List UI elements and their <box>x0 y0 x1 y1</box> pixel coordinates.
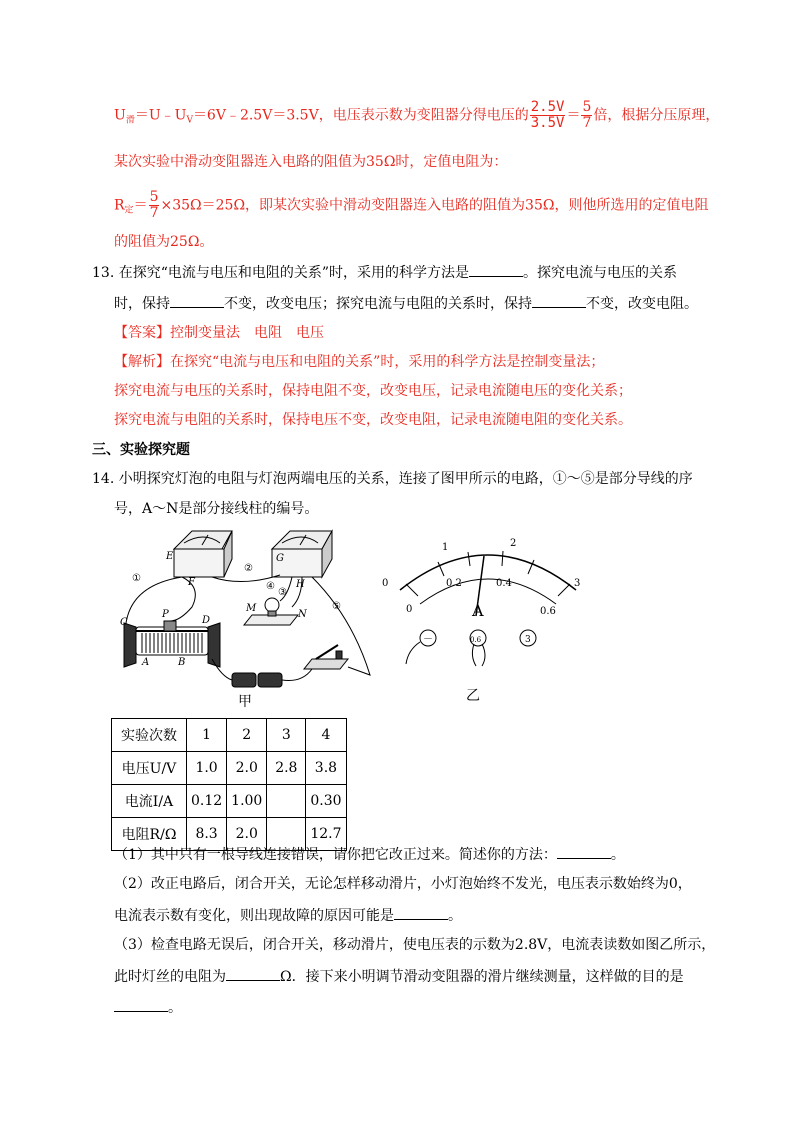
answer-13 <box>114 323 324 343</box>
analysis-text: 在探究“电流与电压和电阻的关系”时，采用的科学方法是控制变量法； <box>170 354 605 370</box>
text: 。探究电流与电压的关系 <box>523 265 678 281</box>
analysis-13-line-3: 探究电流与电阻的关系时，保持电压不变，改变电阻，记录电流随电阻的变化关系。 <box>114 412 632 428</box>
terminal-label-3: 3 <box>525 635 531 645</box>
table-row <box>112 719 347 752</box>
table-cell: 1.0 <box>187 752 227 785</box>
fraction-five-sevenths: $\frac{5}{7}$ <box>149 189 159 221</box>
text: ＝U﹣U <box>134 107 187 124</box>
switch-icon <box>304 645 348 669</box>
terminal-label-n: N <box>298 609 307 620</box>
figure-caption-jia: 甲 <box>238 694 252 710</box>
solution-line-2: 某次实验中滑动变阻器连入电路的阻值为35Ω时，定值电阻为： <box>114 154 508 170</box>
sub-question-2-line-2 <box>114 905 462 926</box>
analysis-13-line-1 <box>114 352 604 372</box>
table-cell: 1 <box>187 719 227 752</box>
lead-wire <box>482 644 485 666</box>
terminal-label-e: E <box>166 551 174 562</box>
question-13-line-1 <box>92 262 677 283</box>
solution-line-3 <box>114 190 708 221</box>
terminal-label-minus: － <box>423 634 433 645</box>
table-cell: 3.8 <box>306 752 346 785</box>
text: 时，保持 <box>114 296 170 312</box>
text: 在探究“电流与电压和电阻的关系”时，采用的科学方法是 <box>118 265 470 281</box>
lead-wire <box>406 642 420 664</box>
text: 不变，改变电阻。 <box>586 296 698 312</box>
inner-tick-0.4: 0.4 <box>496 578 512 589</box>
terminal-label-c: C <box>120 617 128 628</box>
analysis-tag: 【解析】 <box>114 354 170 370</box>
analysis-13-line-2: 探究电流与电压的关系时，保持电阻不变，改变电压，记录电流随电压的变化关系； <box>114 383 632 399</box>
figure-caption-yi: 乙 <box>466 688 480 704</box>
question-number: 14. <box>92 471 115 487</box>
table-cell: 0.30 <box>306 785 346 818</box>
sub-question-3-line-2 <box>114 966 684 987</box>
outer-tick-0: 0 <box>382 578 389 589</box>
table-cell-empty[interactable] <box>267 785 306 818</box>
voltmeter-icon <box>174 531 232 577</box>
terminal-label-a: A <box>142 657 150 668</box>
text: 。 <box>610 847 625 863</box>
inner-scale-arc <box>420 579 556 604</box>
text: 小明探究灯泡的电阻与灯泡两端电压的关系，连接了图甲所示的电路，①～⑤是部分导线的序 <box>118 471 693 487</box>
subscript: 滑 <box>125 115 135 126</box>
fraction-five-sevenths: $\frac{5}{7}$ <box>582 99 592 131</box>
sub-question-3-line-1: （3）检查电路无误后，闭合开关，移动滑片，使电压表的示数为2.8V，电流表读数如图乙所示， <box>114 937 716 953</box>
sub-question-1 <box>114 844 625 865</box>
outer-tick-3: 3 <box>574 578 581 589</box>
answer-blank[interactable] <box>469 262 523 277</box>
terminal-label-g: G <box>276 553 284 564</box>
answer-blank[interactable] <box>114 997 168 1012</box>
text: 。 <box>168 1000 182 1016</box>
section-heading: 三、实验探究题 <box>92 442 190 458</box>
ammeter-dial-figure-yi <box>378 532 598 682</box>
data-table <box>111 718 347 851</box>
table-cell: 12.7 <box>306 818 346 851</box>
table-cell: 2.0 <box>227 752 267 785</box>
text: Ω．接下来小明调节滑动变阻器的滑片继续测量，这样做的目的是 <box>280 969 684 985</box>
outer-tick-1: 1 <box>442 542 449 553</box>
answer-blank[interactable] <box>226 966 280 981</box>
wire-label-2: ② <box>244 563 253 574</box>
wire-label-1: ① <box>132 573 141 584</box>
table-cell: 8.3 <box>187 818 227 851</box>
subscript: 定 <box>124 205 134 216</box>
table-cell: 实验次数 <box>112 719 187 752</box>
wire-label-5: ⑤ <box>332 601 341 612</box>
table-cell: 4 <box>306 719 346 752</box>
text: ＝6V﹣2.5V＝3.5V，电压表示数为变阻器分得电压的 <box>192 107 529 124</box>
subscript: V <box>186 115 193 126</box>
terminal-label-h: H <box>296 579 305 590</box>
table-cell: 3 <box>267 719 306 752</box>
table-cell: 2.0 <box>227 818 267 851</box>
fraction-voltage-ratio: $\frac{2.5V}{3.5V}$ <box>530 99 565 131</box>
sub-question-3-line-3 <box>114 997 182 1018</box>
question-13-line-2 <box>114 293 698 314</box>
sub-question-2-line-1: （2）改正电路后，闭合开关，无论怎样移动滑片，小灯泡始终不发光，电压表示数始终为0， <box>114 876 692 892</box>
outer-tick-2: 2 <box>510 538 517 549</box>
table-row <box>112 785 347 818</box>
solution-line-4: 的阻值为25Ω。 <box>114 234 214 250</box>
question-14-line-1 <box>92 469 693 489</box>
lead-wire <box>472 644 476 666</box>
table-cell: 2.8 <box>267 752 306 785</box>
text: ＝ <box>566 107 581 124</box>
battery-icon <box>232 673 282 687</box>
text: 电流表示数有变化，则出现故障的原因可能是 <box>114 908 394 924</box>
scale-ticks <box>406 551 570 596</box>
table-cell: 电阻R/Ω <box>112 818 187 851</box>
table-row <box>112 752 347 785</box>
text: （1）其中只有一根导线连接错误，请你把它改正过来。简述你的方法： <box>114 847 557 863</box>
answer-text: 控制变量法 电阻 电压 <box>170 325 324 341</box>
u-symbol: U <box>114 107 126 124</box>
text: 。 <box>448 908 462 924</box>
answer-blank[interactable] <box>557 844 611 859</box>
r-symbol: R <box>114 197 125 214</box>
unit-label: A <box>472 601 484 620</box>
text: 不变，改变电压；探究电流与电阻的关系时，保持 <box>224 296 532 312</box>
inner-tick-0: 0 <box>406 604 413 615</box>
table-cell: 0.12 <box>187 785 227 818</box>
answer-blank[interactable] <box>532 293 586 308</box>
solution-line-1 <box>114 100 719 131</box>
terminal-label-0.6: 0.6 <box>470 636 482 644</box>
answer-tag: 【答案】 <box>114 325 170 341</box>
terminal-label-m: M <box>246 603 257 614</box>
text: ＝ <box>133 197 148 214</box>
text: ×35Ω＝25Ω，即某次实验中滑动变阻器连入电路的阻值为35Ω，则他所选用的定值电阻 <box>160 197 709 214</box>
table-cell: 电流I/A <box>112 785 187 818</box>
answer-blank[interactable] <box>170 293 224 308</box>
wire-label-4: ④ <box>266 581 275 592</box>
terminal-label-p: P <box>162 609 169 620</box>
terminal-label-b: B <box>178 657 186 668</box>
rheostat-icon <box>124 621 220 667</box>
circuit-figure-jia <box>112 527 382 709</box>
table-cell: 2 <box>227 719 267 752</box>
answer-blank[interactable] <box>394 905 448 920</box>
terminal-label-f: F <box>188 577 195 588</box>
inner-tick-0.2: 0.2 <box>446 578 462 589</box>
inner-tick-0.6: 0.6 <box>540 606 556 617</box>
wire-label-3: ③ <box>278 587 287 598</box>
question-number: 13. <box>92 265 115 281</box>
outer-scale-arc <box>400 555 576 590</box>
terminal-label-d: D <box>202 615 211 626</box>
table-cell: 1.00 <box>227 785 267 818</box>
text: 此时灯丝的电阻为 <box>114 969 226 985</box>
table-cell: 电压U/V <box>112 752 187 785</box>
question-14-line-2: 号，A～N是部分接线柱的编号。 <box>114 501 319 517</box>
text: 倍，根据分压原理， <box>593 107 720 124</box>
